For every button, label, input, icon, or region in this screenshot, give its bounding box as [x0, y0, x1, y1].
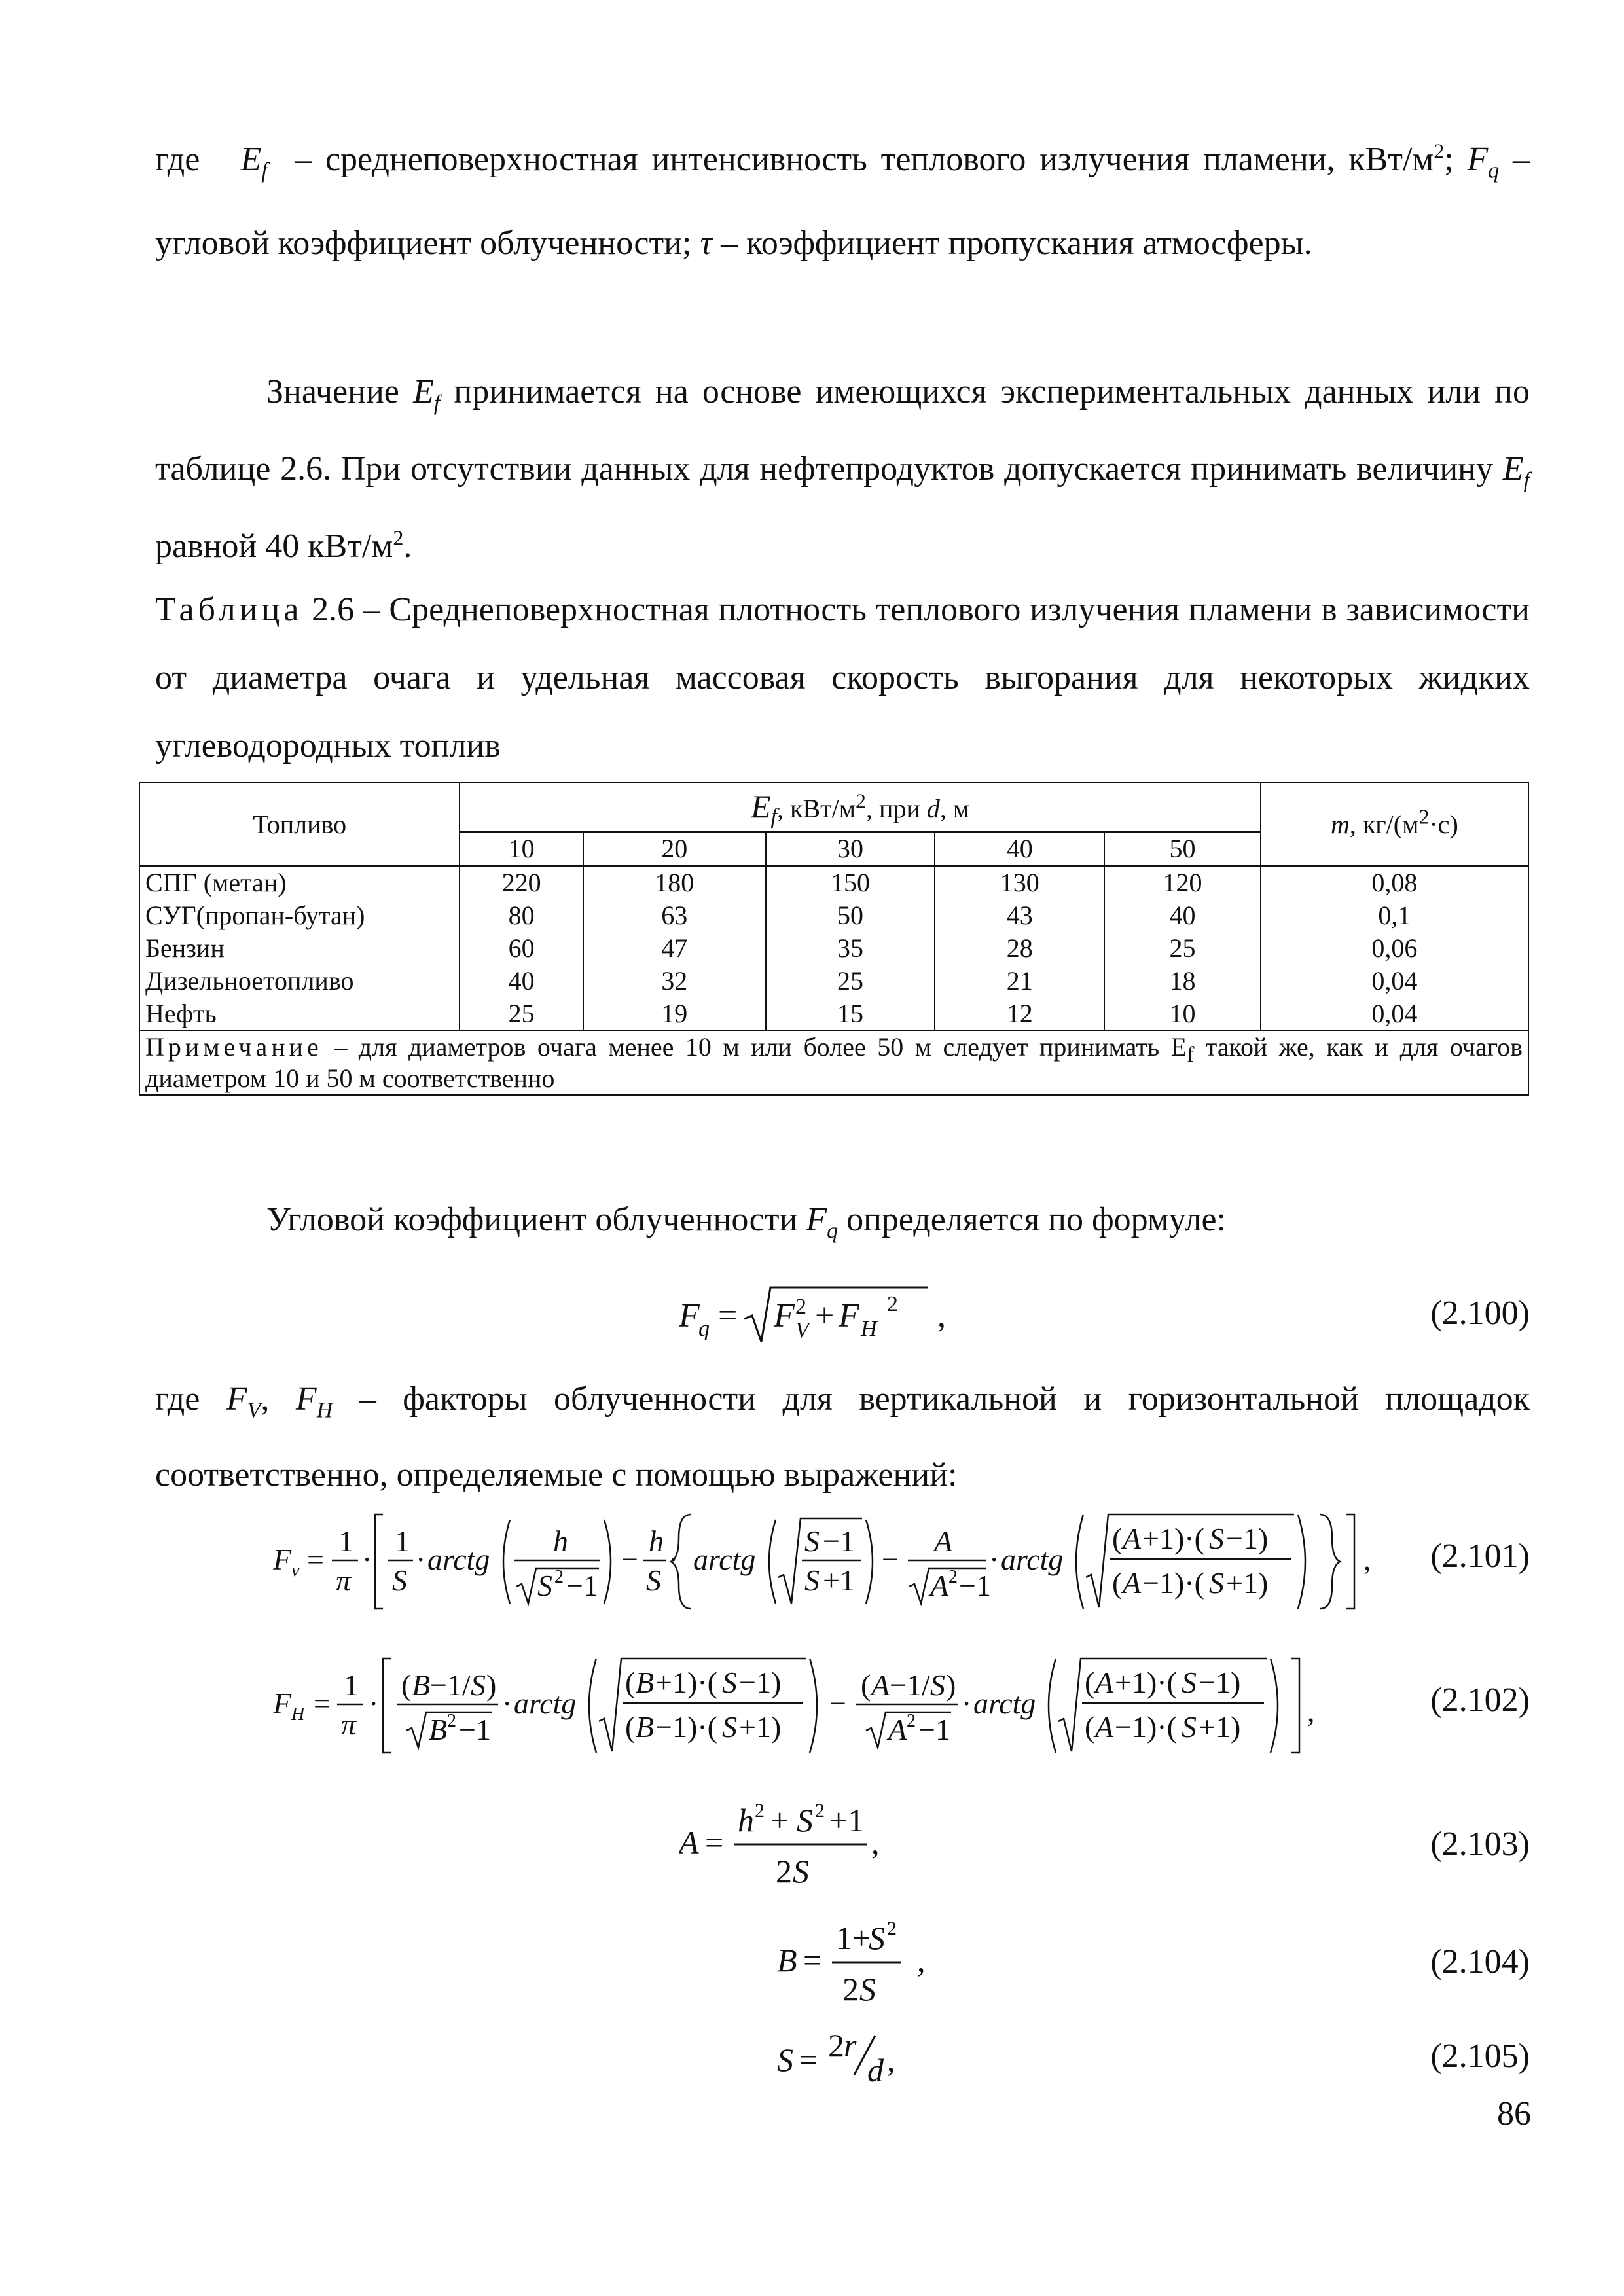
- svg-text:h: h: [649, 1524, 664, 1558]
- svg-text:+: +: [770, 1802, 789, 1839]
- svg-text:S: S: [722, 1666, 737, 1699]
- svg-text:arctg: arctg: [693, 1543, 756, 1576]
- svg-text:2: 2: [828, 2027, 844, 2064]
- svg-text:B: B: [636, 1666, 655, 1699]
- value-cell: 43: [935, 899, 1104, 932]
- equation-2-105: [155, 2022, 1530, 2094]
- svg-text:+: +: [815, 1297, 835, 1335]
- fuel-cell: Дизельноетопливо: [139, 965, 460, 997]
- svg-text:S: S: [804, 1524, 820, 1558]
- svg-text:·: ·: [502, 1687, 513, 1720]
- svg-text:F: F: [679, 1297, 700, 1335]
- svg-text:2: 2: [776, 1853, 792, 1890]
- svg-text:S: S: [1209, 1566, 1224, 1600]
- svg-text:2: 2: [887, 1292, 898, 1316]
- text: определяется по формуле:: [846, 1201, 1226, 1238]
- value-cell: 63: [583, 899, 766, 932]
- diameter-cell: 50: [1104, 832, 1261, 866]
- svg-text:−1)·(: −1)·(: [1142, 1566, 1204, 1600]
- value-cell: 120: [1104, 866, 1261, 899]
- paragraph-definitions: где $E_f$ – среднеповерхностная интенсивность теплового излучения пламени, кВт/$м^2$; $F_q$ – угловой коэффициент облученности; τ – коэффициент пропускания атмосферы.: [155, 139, 1530, 262]
- svg-text:(: (: [1112, 1522, 1123, 1555]
- svg-text:A: A: [679, 1824, 699, 1861]
- svg-text:F: F: [273, 1543, 292, 1576]
- caption-label: Таблица: [155, 591, 303, 628]
- svg-text:arctg: arctg: [514, 1687, 577, 1720]
- value-cell: 220: [460, 866, 583, 899]
- text: принимается на основе имеющихся экспериментальных данных или по таблице 2.6. При отсутствии данных для нефтепродуктов допускается принимать величину: [155, 373, 1530, 488]
- svg-text:V: V: [795, 1318, 809, 1342]
- svg-text:−: −: [621, 1543, 638, 1576]
- svg-text:−1/: −1/: [430, 1668, 471, 1702]
- symbol-ef: $E_f$: [240, 141, 268, 183]
- svg-text:S: S: [722, 1710, 737, 1744]
- table-row: [139, 932, 1528, 965]
- value-cell: 35: [766, 932, 935, 965]
- svg-text:(: (: [1085, 1710, 1095, 1744]
- svg-text:H: H: [291, 1704, 305, 1725]
- svg-text:π: π: [341, 1708, 357, 1741]
- fuel-cell: Бензин: [139, 932, 460, 965]
- header-fuel: Топливо: [139, 783, 460, 866]
- formula-b: [777, 1911, 1104, 2009]
- svg-text:2: 2: [815, 1800, 825, 1821]
- m-cell: 0,04: [1261, 965, 1528, 997]
- svg-text:S: S: [797, 1802, 813, 1839]
- svg-text:): ): [486, 1668, 497, 1702]
- svg-text:S: S: [646, 1564, 661, 1597]
- value-cell: 80: [460, 899, 583, 932]
- svg-text:2: 2: [842, 1971, 859, 2007]
- svg-text:−: −: [829, 1687, 846, 1720]
- svg-text:S: S: [869, 1920, 885, 1956]
- table-row: [139, 997, 1528, 1031]
- svg-text:=: =: [799, 2041, 818, 2078]
- value-cell: 47: [583, 932, 766, 965]
- equation-2-104: [155, 1911, 1530, 2009]
- paragraph-fq-intro: [155, 1178, 1530, 1262]
- formula-fv: [273, 1505, 1536, 1617]
- equation-2-101: [155, 1505, 1530, 1617]
- svg-text:·: ·: [416, 1543, 426, 1576]
- svg-text:−1): −1): [739, 1666, 782, 1699]
- equation-2-103: [155, 1793, 1530, 1892]
- table-note-row: [139, 1031, 1528, 1095]
- table-row: [139, 866, 1528, 899]
- svg-text:1: 1: [395, 1524, 410, 1558]
- svg-text:−1): −1): [1199, 1666, 1241, 1699]
- text: равной 40 кВт/м: [155, 528, 393, 565]
- equation-number: (2.103): [1430, 1825, 1530, 1863]
- value-cell: 25: [460, 997, 583, 1031]
- value-cell: 130: [935, 866, 1104, 899]
- svg-text:F: F: [839, 1297, 859, 1335]
- svg-text:=: =: [705, 1824, 724, 1861]
- svg-text:,: ,: [917, 1942, 926, 1979]
- fuel-cell: СУГ(пропан-бутан): [139, 899, 460, 932]
- symbol-fh: $F_H$: [295, 1380, 333, 1423]
- svg-text:=: =: [718, 1297, 738, 1335]
- svg-text:1+: 1+: [836, 1920, 871, 1956]
- svg-text:h: h: [553, 1524, 568, 1558]
- equation-number: (2.102): [1430, 1681, 1530, 1719]
- text: где: [155, 1380, 200, 1418]
- svg-text:A: A: [1095, 1666, 1114, 1699]
- paragraph-fv-fh: где $F_V$, $F_H$ – факторы облученности для вертикальной и горизонтальной площадок соответственно, определяемые с помощью выражений:: [155, 1380, 1530, 1494]
- equation-number: (2.104): [1430, 1943, 1530, 1981]
- svg-text:1: 1: [338, 1524, 353, 1558]
- svg-text:+1)·(: +1)·(: [1142, 1522, 1204, 1555]
- symbol-ef: $E_f$: [1502, 450, 1530, 493]
- svg-text:·: ·: [962, 1687, 972, 1720]
- svg-text:−1: −1: [823, 1524, 855, 1558]
- equation-number: (2.100): [1430, 1295, 1530, 1332]
- svg-text:S: S: [537, 1569, 552, 1602]
- value-cell: 50: [766, 899, 935, 932]
- value-cell: 32: [583, 965, 766, 997]
- svg-text:S: S: [1209, 1522, 1224, 1555]
- svg-text:S: S: [1182, 1666, 1197, 1699]
- svg-text:A: A: [1123, 1522, 1142, 1555]
- svg-text:2: 2: [795, 1295, 806, 1319]
- svg-text:·: ·: [362, 1543, 372, 1576]
- svg-text:+1): +1): [1226, 1566, 1269, 1600]
- table-row: [139, 965, 1528, 997]
- svg-text:+1)·(: +1)·(: [655, 1666, 717, 1699]
- svg-text:+1: +1: [829, 1802, 865, 1839]
- text: Значение: [266, 373, 399, 410]
- equation-number: (2.105): [1430, 2037, 1530, 2075]
- svg-text:(: (: [1112, 1566, 1123, 1600]
- svg-text:−: −: [882, 1543, 899, 1576]
- m-cell: 0,06: [1261, 932, 1528, 965]
- svg-text:r: r: [844, 2027, 857, 2064]
- svg-text:−1)·(: −1)·(: [1115, 1710, 1177, 1744]
- svg-text:): ): [946, 1668, 956, 1702]
- formula-s: [777, 2022, 1039, 2094]
- svg-text:A: A: [934, 1524, 953, 1558]
- value-cell: 15: [766, 997, 935, 1031]
- text: где: [155, 141, 200, 178]
- svg-text:2: 2: [755, 1800, 765, 1821]
- svg-text:π: π: [336, 1564, 352, 1597]
- svg-text:A: A: [930, 1569, 949, 1602]
- diameter-cell: 20: [583, 832, 766, 866]
- svg-text:S: S: [793, 1853, 809, 1890]
- svg-text:q: q: [698, 1317, 710, 1341]
- equation-2-100: [155, 1280, 1530, 1352]
- svg-text:A: A: [871, 1668, 890, 1702]
- svg-text:=: =: [314, 1687, 331, 1720]
- diameter-cell: 10: [460, 832, 583, 866]
- svg-text:−1/: −1/: [890, 1668, 930, 1702]
- svg-text:2: 2: [554, 1567, 564, 1587]
- svg-text:d: d: [867, 2052, 884, 2089]
- symbol-fq: $F_q$: [1467, 141, 1500, 183]
- svg-text:2: 2: [907, 1711, 916, 1731]
- svg-text:S: S: [777, 2041, 793, 2078]
- svg-text:=: =: [803, 1942, 822, 1979]
- symbol-fv: $F_V$: [226, 1380, 261, 1423]
- svg-text:B: B: [636, 1710, 655, 1744]
- text: – коэффициент пропускания атмосферы.: [721, 224, 1312, 262]
- svg-text:S: S: [930, 1668, 945, 1702]
- svg-text:S: S: [859, 1971, 876, 2007]
- svg-text:+1): +1): [739, 1710, 782, 1744]
- formula-a: [679, 1793, 1006, 1892]
- svg-text:h: h: [738, 1802, 754, 1839]
- value-cell: 60: [460, 932, 583, 965]
- page-number: 86: [1497, 2095, 1531, 2132]
- svg-text:(: (: [1085, 1666, 1095, 1699]
- svg-text:,: ,: [887, 2041, 895, 2078]
- value-cell: 18: [1104, 965, 1261, 997]
- table-note: Примечание – для диаметров очага менее 10 м или более 50 м следует принимать $E_f$ такой же, как и для очагов диаметром 10 и 50 м соответственно: [139, 1031, 1528, 1095]
- value-cell: 40: [460, 965, 583, 997]
- fuel-table: [139, 782, 1529, 1096]
- svg-text:,: ,: [1363, 1543, 1371, 1576]
- svg-text:arctg: arctg: [973, 1687, 1036, 1720]
- svg-text:(: (: [625, 1710, 636, 1744]
- text: – факторы облученности для вертикальной и горизонтальной площадок соответственно, определяемые с помощью выражений:: [155, 1380, 1530, 1494]
- paragraph-ef-value: Значение $E_f$ принимается на основе имеющихся экспериментальных данных или по таблице 2.6. При отсутствии данных для нефтепродуктов допускается принимать величину $E_f$ равной 40 кВт/$м^2$.: [155, 373, 1530, 565]
- svg-text:+1): +1): [1199, 1710, 1241, 1744]
- svg-text:2: 2: [447, 1711, 456, 1731]
- svg-text:,: ,: [871, 1824, 880, 1861]
- symbol-tau: τ: [700, 224, 713, 262]
- svg-text:1: 1: [344, 1668, 359, 1702]
- caption-text: 2.6 – Среднеповерхностная плотность теплового излучения пламени в зависимости от диаметра очага и удельная массовая скорость выгорания для некоторых жидких углеводородных топлив: [155, 591, 1530, 764]
- svg-text:A: A: [1123, 1566, 1142, 1600]
- svg-text:−1)·(: −1)·(: [655, 1710, 717, 1744]
- svg-text:2: 2: [887, 1918, 897, 1939]
- symbol-fq: $F_q$: [806, 1201, 839, 1244]
- svg-text:+1)·(: +1)·(: [1115, 1666, 1177, 1699]
- value-cell: 12: [935, 997, 1104, 1031]
- m-cell: 0,1: [1261, 899, 1528, 932]
- svg-text:F: F: [273, 1687, 292, 1720]
- svg-text:−1: −1: [459, 1713, 491, 1746]
- svg-text:B: B: [412, 1668, 431, 1702]
- value-cell: 28: [935, 932, 1104, 965]
- equation-2-102: [155, 1649, 1530, 1761]
- svg-text:+1: +1: [823, 1564, 855, 1597]
- formula-fh: [273, 1649, 1536, 1761]
- symbol-ef: $E_f$: [413, 373, 441, 416]
- svg-text:·: ·: [668, 1543, 679, 1576]
- text: – среднеповерхностная интенсивность теплового излучения пламени, кВт/м: [295, 141, 1434, 178]
- svg-text:v: v: [291, 1560, 300, 1581]
- diameter-cell: 30: [766, 832, 935, 866]
- header-m: m, $кг/(м^2\cdot с)$: [1261, 783, 1528, 866]
- value-cell: 150: [766, 866, 935, 899]
- m-cell: 0,04: [1261, 997, 1528, 1031]
- svg-text:−1): −1): [1226, 1522, 1269, 1555]
- svg-text:−1: −1: [918, 1713, 950, 1746]
- svg-text:F: F: [774, 1297, 795, 1335]
- svg-text:A: A: [1095, 1710, 1114, 1744]
- formula-fq: [679, 1280, 1072, 1352]
- svg-text:S: S: [392, 1564, 407, 1597]
- table-row: [139, 899, 1528, 932]
- svg-text:B: B: [777, 1942, 797, 1979]
- value-cell: 25: [766, 965, 935, 997]
- svg-text:B: B: [429, 1713, 448, 1746]
- value-cell: 25: [1104, 932, 1261, 965]
- equation-number: (2.101): [1430, 1537, 1530, 1575]
- svg-text:S: S: [1182, 1710, 1197, 1744]
- svg-text:(: (: [625, 1666, 636, 1699]
- diameter-cell: 40: [935, 832, 1104, 866]
- svg-text:·: ·: [989, 1543, 1000, 1576]
- value-cell: 10: [1104, 997, 1261, 1031]
- m-cell: 0,08: [1261, 866, 1528, 899]
- value-cell: 21: [935, 965, 1104, 997]
- svg-text:−1: −1: [959, 1569, 991, 1602]
- svg-text:·: ·: [369, 1687, 379, 1720]
- fuel-cell: СПГ (метан): [139, 866, 460, 899]
- table-caption: [155, 576, 1530, 780]
- svg-text:arctg: arctg: [1001, 1543, 1064, 1576]
- svg-text:S: S: [804, 1564, 820, 1597]
- fuel-cell: Нефть: [139, 997, 460, 1031]
- value-cell: 180: [583, 866, 766, 899]
- svg-text:H: H: [861, 1317, 877, 1341]
- svg-text:2: 2: [948, 1567, 958, 1587]
- svg-text:S: S: [471, 1668, 486, 1702]
- text: – угловой коэффициент облученности;: [155, 141, 1530, 262]
- svg-text:arctg: arctg: [427, 1543, 490, 1576]
- svg-text:−1: −1: [566, 1569, 598, 1602]
- text: Угловой коэффициент облученности: [266, 1201, 798, 1238]
- value-cell: 40: [1104, 899, 1261, 932]
- svg-text:,: ,: [1307, 1695, 1315, 1728]
- value-cell: 19: [583, 997, 766, 1031]
- svg-text:A: A: [888, 1713, 907, 1746]
- svg-text:(: (: [401, 1668, 412, 1702]
- header-ef: $E_f$, кВт/$м^2$, при d, м: [460, 783, 1260, 832]
- svg-text:,: ,: [937, 1297, 946, 1335]
- svg-text:=: =: [307, 1543, 324, 1576]
- svg-text:(: (: [861, 1668, 871, 1702]
